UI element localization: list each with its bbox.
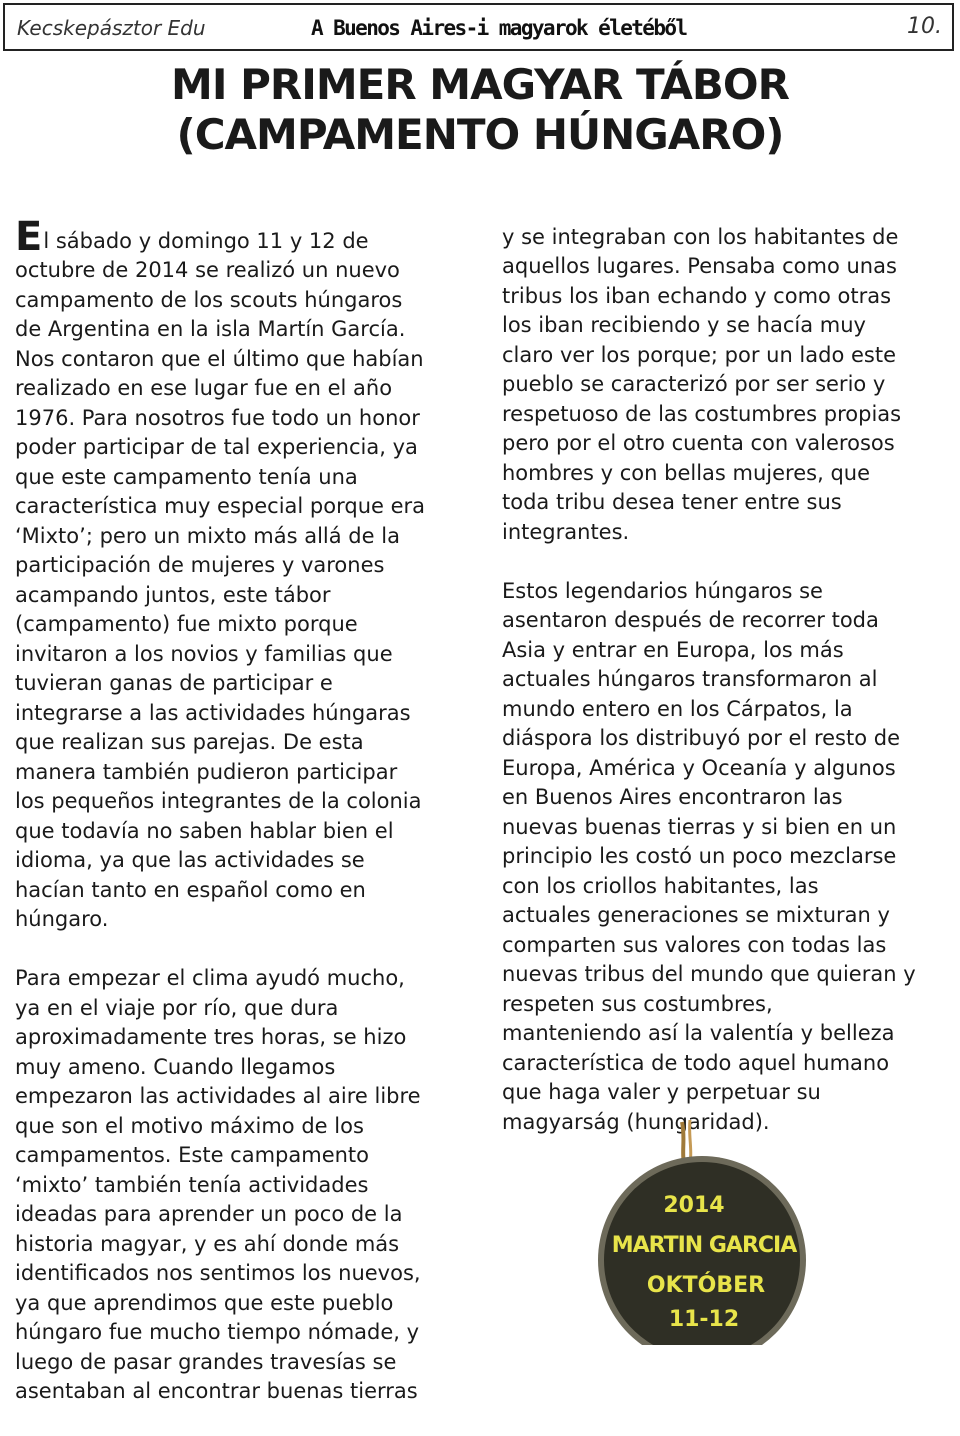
paragraph: Para empezar el clima ayudó mucho, ya en el viaje por río, que dura aproximadamente tres horas, se hizo muy ameno. Cuando llegamos empezaron las actividades al aire libre que son el motivo máximo de los campamentos. Este campamento ‘mixto’ también tenía actividades ideadas para aprender un poco de la historia magyar, y es ahí donde más identificados nos sentimos los nuevos, ya que aprendimos que este pueblo húngaro fue mucho tiempo nómade, y luego de pasar grandes travesías se asentaban al encontrar buenas tierras — [15, 966, 421, 1403]
patch-text-place: MARTIN GARCIA — [611, 1233, 797, 1258]
paragraph: y se integraban con los habitantes de aquellos lugares. Pensaba como unas tribus los iban echando y como otras los iban recibiendo y se hacía muy claro ver los porque; por un lado este pueblo se caracterizó por ser serio y respetuoso de las costumbres propias pero por el otro cuenta con valerosos hombres y con bellas mujeres, que toda tribu desea tener entre sus integrantes. — [502, 224, 902, 544]
article-column-left — [15, 193, 475, 1436]
camp-patch-image — [590, 1120, 820, 1345]
paragraph: Estos legendarios húngaros se asentaron después de recorrer toda Asia y entrar en Europa, los más actuales húngaros transformaron al mundo entero en los Cárpatos, la diáspora los distribuyó por el resto de Europa, América y Oceanía y algunos en Buenos Aires encontraron las nuevas buenas tierras y si bien en un principio les costó un poco mezclarse con los criollos habitantes, las actuales generaciones se mixturan y comparten sus valores con todas las nuevas tribus del mundo que quieran y respeten sus costumbres, manteniendo así la valentía y belleza característica de todo aquel humano que haga valer y perpetuar su magyarság (hungaridad). — [502, 578, 916, 1134]
patch-text-month: OKTÓBER — [646, 1273, 766, 1298]
article-column-right — [502, 193, 957, 1167]
patch-text-year: 2014 — [663, 1193, 725, 1218]
article-title-line1: MI PRIMER MAGYAR TÁBOR — [171, 60, 789, 109]
page-number: 10. — [907, 14, 942, 39]
article-title-line2: (CAMPAMENTO HÚNGARO) — [176, 110, 784, 159]
patch-text-days: 11-12 — [668, 1307, 740, 1332]
paragraph-text: l sábado y domingo 11 y 12 de octubre de 2014 se realizó un nuevo campamento de los scouts húngaros de Argentina en la isla Martín García. Nos contaron que el último que habían realizado en ese lugar fue en el año 1976. Para nosotros fue todo un honor poder participar de tal experiencia, ya que este campamento tenía una característica muy especial porque era ‘Mixto’; pero un mixto más allá de la participación de mujeres y varones acampando juntos, este tábor (campamento) fue mixto porque invitaron a los novios y familias que tuvieran ganas de participar e integrarse a las actividades húngaras que realizan sus parejas. De esta manera también pudieron participar los pequeños integrantes de la colonia que todavía no saben hablar bien el idioma, ya que las actividades se hacían tanto en español como en húngaro. — [15, 228, 426, 931]
drop-cap: E — [15, 213, 43, 260]
section-title: A Buenos Aires-i magyarok életéből — [311, 16, 687, 40]
author-name: Kecskepásztor Edu — [17, 16, 206, 40]
page-header — [3, 3, 954, 51]
paragraph — [15, 213, 475, 935]
